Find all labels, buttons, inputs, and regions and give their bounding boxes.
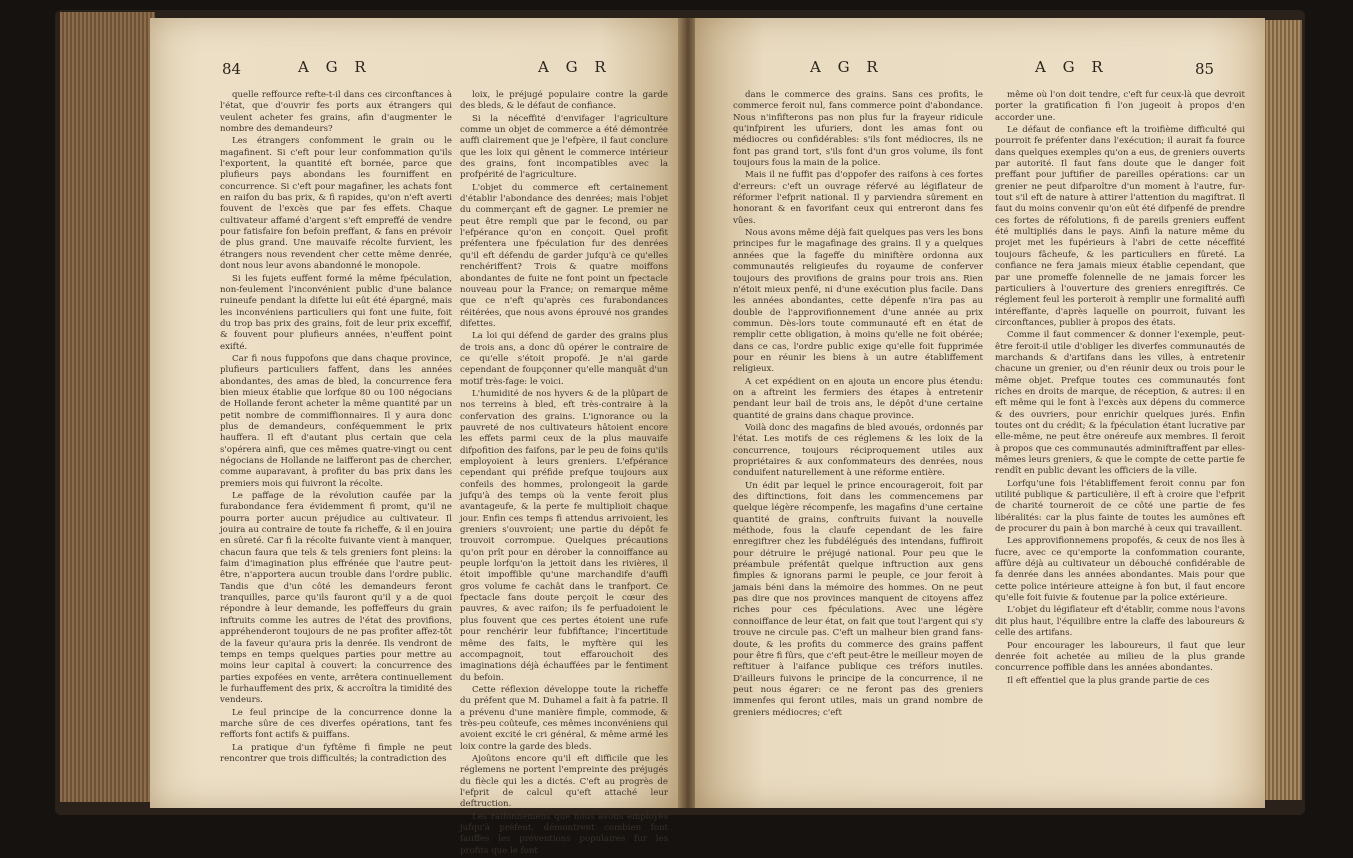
paragraph: Lorfqu'une fois l'établiffement feroit connu par fon utilité publique & particulière, il eft à croire que l'efprit de charité tourneroit de ce côté une partie de fes libéralités: car la plus fainte de toutes les aumônes eft de procurer du pain à bon marché à ceux qui travaillent. bbox=[995, 478, 1245, 535]
paragraph: Le paffage de la révolution caufée par la furabondance fera évidemment fi promt, qu'il ne pourra porter aucun préjudice au cultivateur. Il jouira au contraire de toute fa richeffe, & il en jouira en sûreté. Car fi la récolte fuivante vient à manquer, chacun faura que tels & tels greniers font pleins: la faim d'imagination plus effrénée que l'autre peut-être, n'apportera aucun trouble dans l'ordre public. Tandis que d'un côté les demandeurs feront tranquilles, parce qu'ils fauront qu'il y a de quoi répondre à leur demande, les poffeffeurs du grain inftruits comme les autres de l'état des provifions, appréhenderont toujours de ne pas profiter affez-tôt de la faveur qu'aura pris la denrée. Ils vendront de temps en temps quelques parties pour mettre au moins leur capital à couvert: la concurrence des parties expofées en vente, arrêtera continuellement le furhauffement des prix, & accroîtra la timidité des vendeurs. bbox=[220, 491, 452, 706]
paragraph: Ajoûtons encore qu'il eft difficile que les réglemens ne portent l'empreinte des préjugés du fiècle qui les a dictés. C'eft au progrès de l'efprit de calcul qu'eft attaché leur deftruction. bbox=[460, 753, 668, 810]
paragraph: Le feul principe de la concurrence donne la marche sûre de ces diverfes opérations, tant fes refforts font actifs & puiffans. bbox=[220, 707, 452, 741]
right-page bbox=[695, 18, 1265, 808]
right-header-right: A G R bbox=[1035, 58, 1109, 76]
paragraph: Les raifonnemens que nous avons employés jufqu'à préfent, démontrent combien font fauffes les préventions populaires fur les profits que le font bbox=[460, 811, 668, 856]
left-column-2 bbox=[460, 90, 668, 858]
paragraph: même où l'on doit tendre, c'eft fur ceux-là que devroit porter la gratification fi l'on jugeoit à propos d'en accorder une. bbox=[995, 90, 1245, 123]
paragraph: L'humidité de nos hyvers & de la plûpart de nos terreins à bled, eft très-contraire à la confervation des grains. L'ignorance ou la pauvreté de nos cultivateurs hâtoient encore les effets parmi ceux de la plus mauvaife difpofition des faifons, par le peu de foins qu'ils employoient à leurs greniers. L'efpérance cependant qui préfide prefque toujours aux confeils des hommes, prolongeoit la garde jufqu'à des temps où la vente feroit plus avantageufe, & la perte fe multiplioit chaque jour. Enfin ces temps fi attendus arrivoient, les greniers s'ouvroient; une partie du dépôt fe trouvoit corrompue. Quelques précautions qu'on prît pour en dérober la connoiffance au peuple lorfqu'on la jettoit dans les rivières, il étoit impoffible qu'une marchandife d'auffi gros volume fe cachât dans le tranfport. Ce fpectacle fans doute perçoit le cœur des pauvres, & avec raifon; ils fe perfuadoient le plus fouvent que ces pertes étoient une rufe pour renchérir leur fubfiftance; l'incertitude même des faits, le myftère qui les accompagnoit, tout effarouchoit des imaginations déjà échauffées par le fentiment du befoin. bbox=[460, 388, 668, 683]
paragraph: La pratique d'un fyftême fi fimple ne peut rencontrer que trois difficultés; la contradiction des bbox=[220, 742, 452, 764]
right-page-edges bbox=[1262, 20, 1302, 800]
paragraph: Nous avons même déjà fait quelques pas vers les bons principes fur le magafinage des grains. Il y a quelques années que la fageffe du miniftère ordonna aux communautés religieufes du royaume de conferver toujours des provifions de grains pour trois ans. Rien n'étoit mieux penfé, ni d'une exécution plus facile. Dans les années abondantes, cette dépenfe n'ira pas au double de l'approvifionnement d'une année au prix commun. Dès-lors toute communauté eft en état de remplir cette obligation, à moins qu'elle ne foit obérée; dans ce cas, l'ordre public exige qu'elle foit fupprimée pour en réunir les biens à un autre établiffement religieux. bbox=[733, 228, 983, 375]
left-column-1 bbox=[220, 90, 452, 766]
paragraph: L'objet du légiflateur eft d'établir, comme nous l'avons dit plus haut, l'équilibre entre la claffe des laboureurs & celle des artifans. bbox=[995, 605, 1245, 639]
right-column-2 bbox=[995, 90, 1245, 688]
right-column-1 bbox=[733, 90, 983, 720]
paragraph: Il eft effentiel que la plus grande partie de ces bbox=[1007, 675, 1210, 686]
left-header-right: A G R bbox=[538, 58, 612, 76]
paragraph: Si les fujets euffent formé la même fpéculation, non-feulement l'inconvénient public d'une balance ruineufe pendant la difette lui eût été épargné, mais les inconvéniens particuliers qui font une fuite, foit du trop bas prix des grains, foit de leur prix exceffif, & fouvent pour plufieurs années, n'euffent point exifté. bbox=[220, 273, 452, 352]
paragraph: L'objet du commerce eft certainement d'établir l'abondance des denrées; mais l'objet du commerçant eft de gagner. Le premier ne peut être rempli que par le fecond, ou par l'efpérance qu'on en conçoit. Quel profit préfentera une fpéculation fur des denrées qu'il eft défendu de garder jufqu'à ce qu'elles renchériffent? Trois & quatre moiffons abondantes de fuite ne font point un fpectacle nouveau pour la France; on remarque même que ce n'eft qu'après ces furabondances réitérées, que nous avons éprouvé nos grandes difettes. bbox=[460, 182, 668, 329]
left-header-left: A G R bbox=[298, 58, 372, 76]
paragraph: A cet expédient on en ajouta un encore plus étendu: on a aftreint les fermiers des étapes à entretenir pendant leur bail de trois ans, le dépôt d'une certaine quantité de grains dans chaque province. bbox=[733, 376, 983, 421]
right-header-left: A G R bbox=[810, 58, 884, 76]
paragraph: dans le commerce des grains. Sans ces profits, le commerce feroit nul, fans commerce point d'abondance. Nous n'infifterons pas non plus fur la frayeur ridicule qu'infpirent les ufuriers, dont les amas font ou médiocres ou confidérables: s'ils font médiocres, ils ne font pas grand tort, s'ils font d'un gros volume, ils font toujours fous la main de la police. bbox=[733, 90, 983, 169]
paragraph: Voilà donc des magafins de bled avoués, ordonnés par l'état. Les motifs de ces réglemens & les loix de la concurrence, toujours réciproquement utiles aux propriétaires & aux confommateurs des denrées, nous conduifent naturellement à une réforme entière. bbox=[733, 422, 983, 479]
paragraph: Le défaut de confiance eft la troifième difficulté qui pourroit fe préfenter dans l'exécution; il aurait fa fource dans quelques exemples qu'on a eus, de greniers ouverts par autorité. Il faut fans doute que le danger foit preffant pour juftifier de pareilles opérations: car un grenier ne peut difparoître d'un moment à l'autre, fur-tout s'il eft de nature à attirer l'attention du magiftrat. Il faut du moins convenir qu'on eût été difpenfé de prendre ces fortes de réfolutions, fi de pareils greniers euffent été multipliés dans le pays. Ainfi la nature même du projet met les fupérieurs à l'abri de cette néceffité toujours fâcheufe, & les particuliers en fûreté. La confiance ne fera jamais mieux établie cependant, que par une promeffe folennelle de ne jamais forcer les particuliers à l'ouverture des greniers enregiftrés. Ce réglement feul les porteroit à remplir une formalité auffi intéreffante, d'après laquelle on pourroit, fuivant les circonftances, publier à propos des états. bbox=[995, 125, 1245, 328]
paragraph: Les approvifionnemens propofés, & ceux de nos îles à fucre, avec ce qu'emporte la confommation courante, affûre déjà au cultivateur un débouché confidérable de fa denrée dans les années abondantes. Mais pour que cette police intérieure atteigne à fon but, il faut encore qu'elle foit fuivie & foutenue par la police extérieure. bbox=[995, 536, 1245, 604]
paragraph: Car fi nous fuppofons que dans chaque province, plufieurs particuliers faffent, dans les années abondantes, des amas de bled, la concurrence fera bien mieux établie que lorfque 80 ou 100 négocians de Hollande feront acheter la même quantité par un petit nombre de commiffionnaires. Il y aura donc plus de demandeurs, conféquemment le prix hauffera. Il eft d'autant plus certain que cela s'opérera ainfi, que ces mêmes quatre-vingt ou cent négocians de Hollande ne laifferont pas de chercher, comme auparavant, à profiter du bas prix dans les premiers mois qui fuivront la récolte. bbox=[220, 353, 452, 489]
paragraph: loix, le préjugé populaire contre la garde des bleds, & le défaut de confiance. bbox=[460, 90, 668, 112]
paragraph: quelle reffource refte-t-il dans ces circonftances à l'état, que d'ouvrir fes ports aux étrangers qui veulent acheter fes grains, afin d'augmenter le nombre des demandeurs? bbox=[220, 90, 452, 135]
paragraph: Un édit par lequel le prince encourageroit, foit par des diftinctions, foit dans les commencemens par quelque légère récompenfe, les magafins d'une certaine quantité de grains, conftruits fuivant la nouvelle méthode, fous la claufe cependant de les faire enregiftrer chez les fubdélégués des intendans, fuffiroit pour détruire le préjugé national. Pour peu que le préambule préfentât quelque inftruction aux gens fimples & ignorans parmi le peuple, ce jour feroit à jamais béni dans la mémoire des hommes. On ne peut pas dire que nos provinces manquent de citoyens affez riches pour ces fpéculations. Avec une légère connoiffance de leur état, on fait que tout l'argent qui s'y trouve ne circule pas. C'eft un malheur bien grand fans-doute, & les profits du commerce des grains paffent pour être fi fûrs, que c'eft peut-être le meilleur moyen de reftituer à l'aifance publique ces tréfors inutiles. D'ailleurs fuivons le principe de la concurrence, il ne peut nous égarer: ce ne feront pas des greniers immenfes qui feront utiles, mais un grand nombre de greniers médiocres; c'eft bbox=[733, 480, 983, 718]
right-page-number: 85 bbox=[1195, 60, 1215, 78]
paragraph: Pour encourager les laboureurs, il faut que leur denrée foit achetée au milieu de la plus grande concurrence poffible dans les années abondantes. bbox=[995, 640, 1245, 674]
left-page-number: 84 bbox=[222, 60, 242, 78]
paragraph: Cette réflexion développe toute la richeffe du préfent que M. Duhamel a fait à fa patrie. Il a prévenu d'une manière fimple, commode, & très-peu coûteufe, ces mêmes inconvéniens qui avoient excité le cri général, & même armé les loix contre la garde des bleds. bbox=[460, 684, 668, 752]
paragraph: Mais il ne fuffit pas d'oppofer des raifons à ces fortes d'erreurs: c'eft un ouvrage réfervé au légiflateur de réformer l'efprit national. Il y parviendra sûrement en honorant & en favorifant ceux qui entreront dans fes vûes. bbox=[733, 170, 983, 226]
paragraph: Si la néceffité d'envifager l'agriculture comme un objet de commerce a été démontrée auffi clairement que je l'efpère, il faut conclure que les loix qui gênent le commerce intérieur des grains, font incompatibles avec la profpérité de l'agriculture. bbox=[460, 113, 668, 181]
left-page-edges bbox=[60, 12, 155, 802]
paragraph: La loi qui défend de garder des grains plus de trois ans, a donc dû opérer le contraire de ce qu'elle s'étoit propofé. Je n'ai garde cependant de foupçonner qu'elle manquât d'un motif très-fage: le voici. bbox=[460, 331, 668, 387]
left-page bbox=[150, 18, 680, 856]
paragraph: Comme il faut commencer & donner l'exemple, peut-être feroit-il utile d'obliger les diverfes communautés de marchands & d'artifans dans les villes, à entretenir chacune un grenier, ou d'en réunir deux ou trois pour le même objet. Prefque toutes ces communautés font riches en droits de marque, de réception, & autres: il en eft même qui le font à l'excès aux dépens du commerce & des ouvriers, pour enrichir quelques jurés. Enfin toutes ont du crédit; & la fpéculation étant lucrative par elle-même, ne peut être onéreufe aux membres. Il feroit à propos que ces communautés adminiftraffent par elles-mêmes leurs greniers, & que le compte de cette partie fe rendît en public devant les officiers de la ville. bbox=[995, 330, 1245, 477]
paragraph: Les étrangers confomment le grain ou le magafinent. Si c'eft pour leur confommation qu'ils l'exportent, la quantité eft bornée, parce que plufieurs pays abondans les fourniffent en concurrence. Si c'eft pour magafiner, les achats font en raifon du bas prix, & fi rapides, qu'on n'eft averti fouvent de l'excès que par fes effets. Chaque cultivateur affamé d'argent s'eft empreffé de vendre pour fatisfaire fon befoin preffant, & fans en prévoir de plus grand. Une mauvaife récolte furvient, les étrangers nous revendent cher cette même denrée, dont nous leur avons abandonné le monopole. bbox=[220, 136, 452, 272]
